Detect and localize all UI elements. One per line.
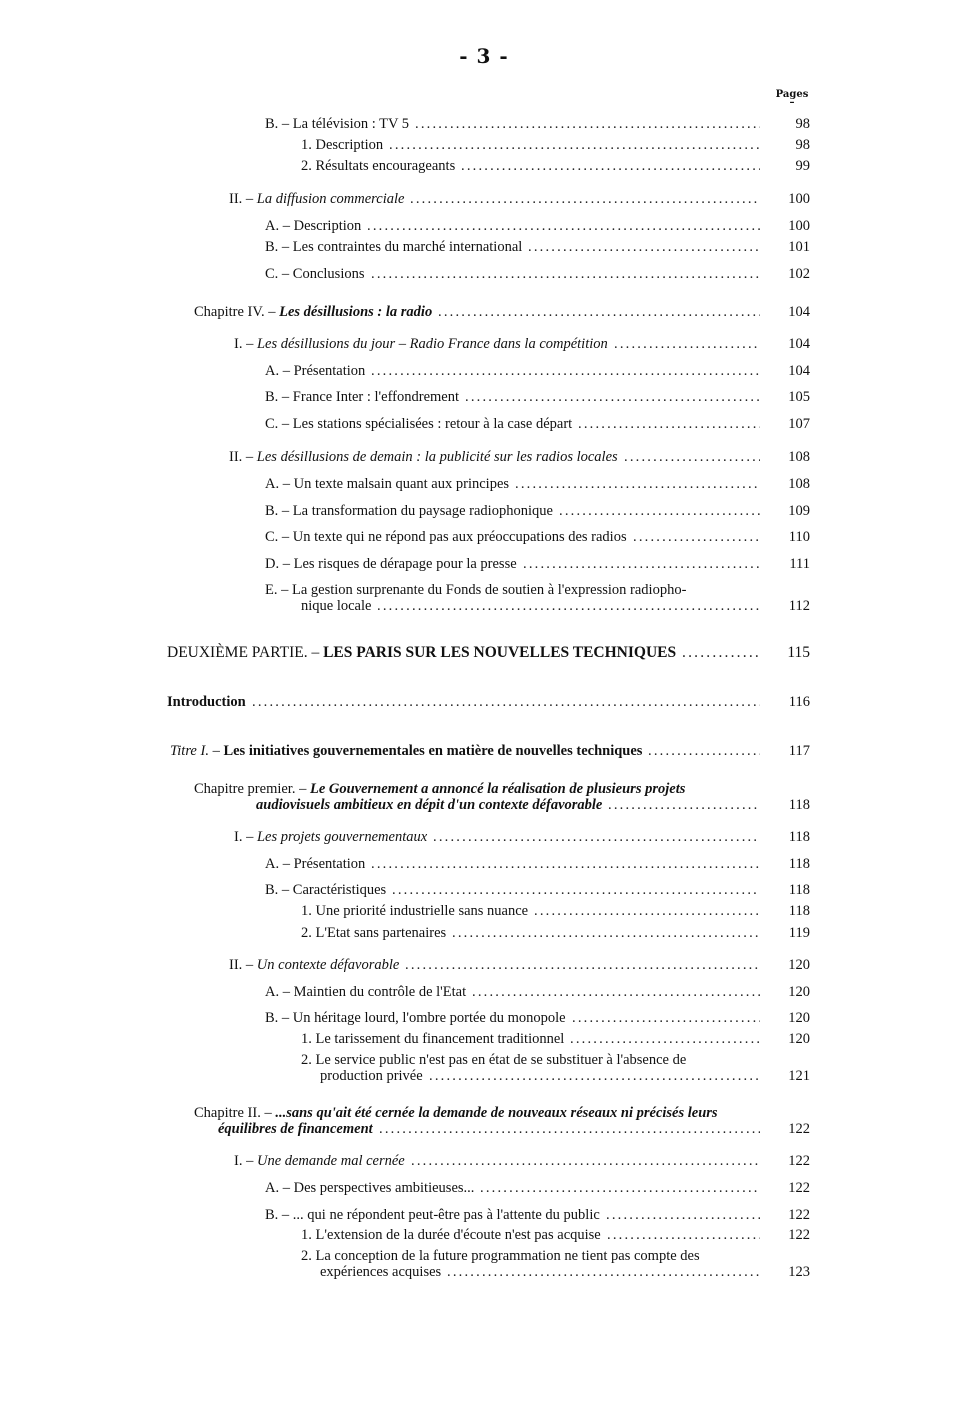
toc-leader: [433, 829, 760, 846]
toc-entry-page: 99: [795, 158, 810, 174]
toc-entry-page: 121: [788, 1068, 810, 1084]
toc-entry-label-group: [234, 829, 427, 846]
toc-leader: [472, 984, 760, 1001]
toc-entry-label: A. – Présentation: [265, 363, 366, 379]
toc-entry-page: 110: [788, 529, 810, 545]
toc-entry-page: 120: [788, 957, 810, 973]
toc-leader: [379, 1121, 760, 1138]
toc-entry-label: Un contexte défavorable: [256, 957, 400, 973]
toc-leader: [461, 158, 760, 175]
toc-entry-label-continued: nique locale: [301, 598, 372, 614]
toc-leader: [371, 266, 760, 283]
toc-leader: [682, 644, 760, 661]
page-number: - 3 -: [459, 44, 509, 68]
toc-leader: [633, 529, 760, 546]
toc-leader: [614, 336, 760, 353]
toc-leader: [438, 304, 760, 321]
toc-leader: [648, 743, 760, 760]
toc-entry-prefix: II. –: [229, 957, 257, 973]
toc-entry-label: A. – Maintien du contrôle de l'Etat: [265, 984, 467, 1000]
toc-leader: [570, 1031, 760, 1048]
toc-leader: [572, 1010, 760, 1027]
toc-leader: [429, 1068, 760, 1085]
toc-entry-label-group: [194, 304, 432, 321]
toc-entry-label: 2. L'Etat sans partenaires: [301, 925, 447, 941]
toc-entry-prefix: DEUXIÈME PARTIE. –: [167, 644, 324, 661]
toc-entry-prefix: Chapitre premier. –: [194, 781, 310, 797]
toc-leader: [559, 503, 760, 520]
toc-entry-label: A. – Présentation: [265, 856, 366, 872]
toc-entry-label: Les désillusions de demain : la publicité sur les radios locales: [256, 449, 618, 465]
toc-entry-label-group: [234, 336, 608, 353]
toc-entry-page: 120: [788, 1031, 810, 1047]
toc-leader: [624, 449, 760, 466]
toc-leader: [452, 925, 760, 942]
toc-entry-page: 98: [795, 137, 810, 153]
toc-leader: [528, 239, 760, 256]
toc-entry-label: Les initiatives gouvernementales en matière de nouvelles techniques: [223, 743, 643, 759]
toc-entry-label: B. – Les contraintes du marché international: [265, 239, 523, 255]
toc-entry-label: 2. Le service public n'est pas en état de se substituer à l'absence de: [301, 1052, 687, 1068]
toc-leader: [608, 797, 760, 814]
toc-entry-page: 102: [788, 266, 810, 282]
toc-entry-page: 118: [788, 829, 810, 845]
toc-entry-page: 118: [788, 882, 810, 898]
toc-entry-label-group: [229, 191, 404, 208]
toc-entry-label: A. – Description: [265, 218, 362, 234]
toc-entry-page: 112: [788, 598, 810, 614]
toc-entry-page: 104: [788, 336, 810, 352]
toc-leader: [371, 363, 760, 380]
toc-entry-page: 107: [788, 416, 810, 432]
toc-entry-page: 105: [788, 389, 810, 405]
toc-entry-label: B. – Un héritage lourd, l'ombre portée du monopole: [265, 1010, 566, 1026]
toc-leader: [515, 476, 760, 493]
toc-entry-label: ...sans qu'ait été cernée la demande de nouveaux réseaux ni précisés leurs: [275, 1105, 718, 1121]
toc-entry-page: 120: [788, 984, 810, 1000]
toc-entry-label: Les projets gouvernementaux: [256, 829, 428, 845]
toc-entry-label: 1. L'extension de la durée d'écoute n'est pas acquise: [301, 1227, 601, 1243]
toc-leader: [371, 856, 760, 873]
toc-entry-page: 98: [795, 116, 810, 132]
pages-column-header: [772, 89, 812, 106]
toc-leader: [411, 1153, 760, 1170]
toc-entry-prefix: II. –: [229, 191, 257, 207]
toc-entry-label: 1. Une priorité industrielle sans nuance: [301, 903, 529, 919]
toc-leader: [252, 694, 760, 711]
toc-entry-page: 122: [788, 1227, 810, 1243]
toc-entry-label: B. – ... qui ne répondent peut-être pas à l'attente du public: [265, 1207, 600, 1223]
toc-leader: [447, 1264, 760, 1281]
toc-entry-page: 111: [789, 556, 810, 572]
toc-leader: [480, 1180, 760, 1197]
toc-entry-page: 109: [788, 503, 810, 519]
toc-entry-prefix: Chapitre II. –: [194, 1105, 276, 1121]
toc-entry-page: 108: [788, 476, 810, 492]
pages-header-label: Pages: [775, 89, 809, 100]
toc-leader: [607, 1227, 760, 1244]
toc-entry-label-group: [194, 1105, 718, 1122]
toc-entry-page: 122: [788, 1121, 810, 1137]
toc-leader: [578, 416, 760, 433]
toc-entry-label: C. – Un texte qui ne répond pas aux préoccupations des radios: [265, 529, 627, 545]
toc-leader: [606, 1207, 760, 1224]
toc-leader: [410, 191, 760, 208]
toc-entry-label: LES PARIS SUR LES NOUVELLES TECHNIQUES: [323, 644, 677, 661]
toc-entry-label-group: [167, 644, 676, 661]
toc-entry-label: Les désillusions : la radio: [279, 304, 433, 320]
toc-leader: [377, 598, 760, 615]
toc-entry-label-continued: audiovisuels ambitieux en dépit d'un contexte défavorable: [256, 797, 603, 813]
toc-entry-label-group: [229, 957, 399, 974]
toc-entry-label: Le Gouvernement a annoncé la réalisation de plusieurs projets: [309, 781, 686, 797]
toc-leader: [405, 957, 760, 974]
toc-entry-prefix: Chapitre IV. –: [194, 304, 280, 320]
toc-entry-label: C. – Conclusions: [265, 266, 365, 282]
toc-entry-label: C. – Les stations spécialisées : retour à la case départ: [265, 416, 573, 432]
toc-entry-label-continued: expériences acquises: [320, 1264, 442, 1280]
toc-entry-page: 101: [788, 239, 810, 255]
toc-entry-label: B. – La télévision : TV 5: [265, 116, 410, 132]
toc-entry-label: Une demande mal cernée: [256, 1153, 405, 1169]
toc-entry-label: A. – Des perspectives ambitieuses...: [265, 1180, 475, 1196]
toc-entry-page: 118: [788, 856, 810, 872]
toc-entry-page: 100: [788, 218, 810, 234]
toc-entry-label-group: [229, 449, 618, 466]
toc-entry-prefix: I. –: [234, 336, 257, 352]
toc-entry-page: 117: [788, 743, 810, 759]
toc-entry-page: 115: [787, 644, 810, 661]
toc-entry-label: A. – Un texte malsain quant aux principes: [265, 476, 510, 492]
toc-entry-label: Introduction: [167, 694, 246, 710]
toc-entry-label: 1. Description: [301, 137, 384, 153]
toc-leader: [523, 556, 760, 573]
toc-entry-page: 104: [788, 304, 810, 320]
toc-entry-label: B. – Caractéristiques: [265, 882, 387, 898]
toc-entry-page: 123: [788, 1264, 810, 1280]
toc-entry-page: 122: [788, 1207, 810, 1223]
toc-entry-label: La diffusion commerciale: [256, 191, 405, 207]
toc-entry-prefix: I. –: [234, 1153, 257, 1169]
toc-leader: [534, 903, 760, 920]
toc-leader: [415, 116, 760, 133]
toc-leader: [465, 389, 760, 406]
toc-entry-label-group: [194, 781, 685, 798]
toc-entry-page: 122: [788, 1180, 810, 1196]
toc-entry-page: 116: [788, 694, 810, 710]
toc-entry-label-group: [170, 743, 642, 760]
toc-entry-prefix: Titre I. –: [170, 743, 224, 759]
toc-entry-label: 1. Le tarissement du financement traditionnel: [301, 1031, 565, 1047]
toc-entry-prefix: I. –: [234, 829, 257, 845]
toc-entry-prefix: II. –: [229, 449, 257, 465]
toc-leader: [389, 137, 760, 154]
toc-entry-page: 104: [788, 363, 810, 379]
toc-entry-page: 122: [788, 1153, 810, 1169]
toc-entry-label: B. – France Inter : l'effondrement: [265, 389, 460, 405]
toc-entry-page: 108: [788, 449, 810, 465]
toc-entry-label: E. – La gestion surprenante du Fonds de soutien à l'expression radiopho-: [265, 582, 687, 598]
toc-entry-label: D. – Les risques de dérapage pour la presse: [265, 556, 517, 572]
pages-header-mark: –: [789, 97, 795, 108]
toc-entry-page: 118: [788, 797, 810, 813]
toc-entry-page: 118: [788, 903, 810, 919]
toc-entry-label-continued: équilibres de financement: [218, 1121, 373, 1137]
toc-entry-page: 120: [788, 1010, 810, 1026]
toc-entry-page: 119: [788, 925, 810, 941]
toc-entry-label-continued: production privée: [320, 1068, 423, 1084]
toc-entry-page: 100: [788, 191, 810, 207]
toc-entry-label: B. – La transformation du paysage radiophonique: [265, 503, 553, 519]
toc-leader: [367, 218, 760, 235]
toc-leader: [392, 882, 760, 899]
toc-entry-label: 2. La conception de la future programmation ne tient pas compte des: [301, 1248, 700, 1264]
toc-entry-label: Les désillusions du jour – Radio France dans la compétition: [256, 336, 608, 352]
toc-entry-label-group: [234, 1153, 405, 1170]
toc-entry-label: 2. Résultats encourageants: [301, 158, 456, 174]
